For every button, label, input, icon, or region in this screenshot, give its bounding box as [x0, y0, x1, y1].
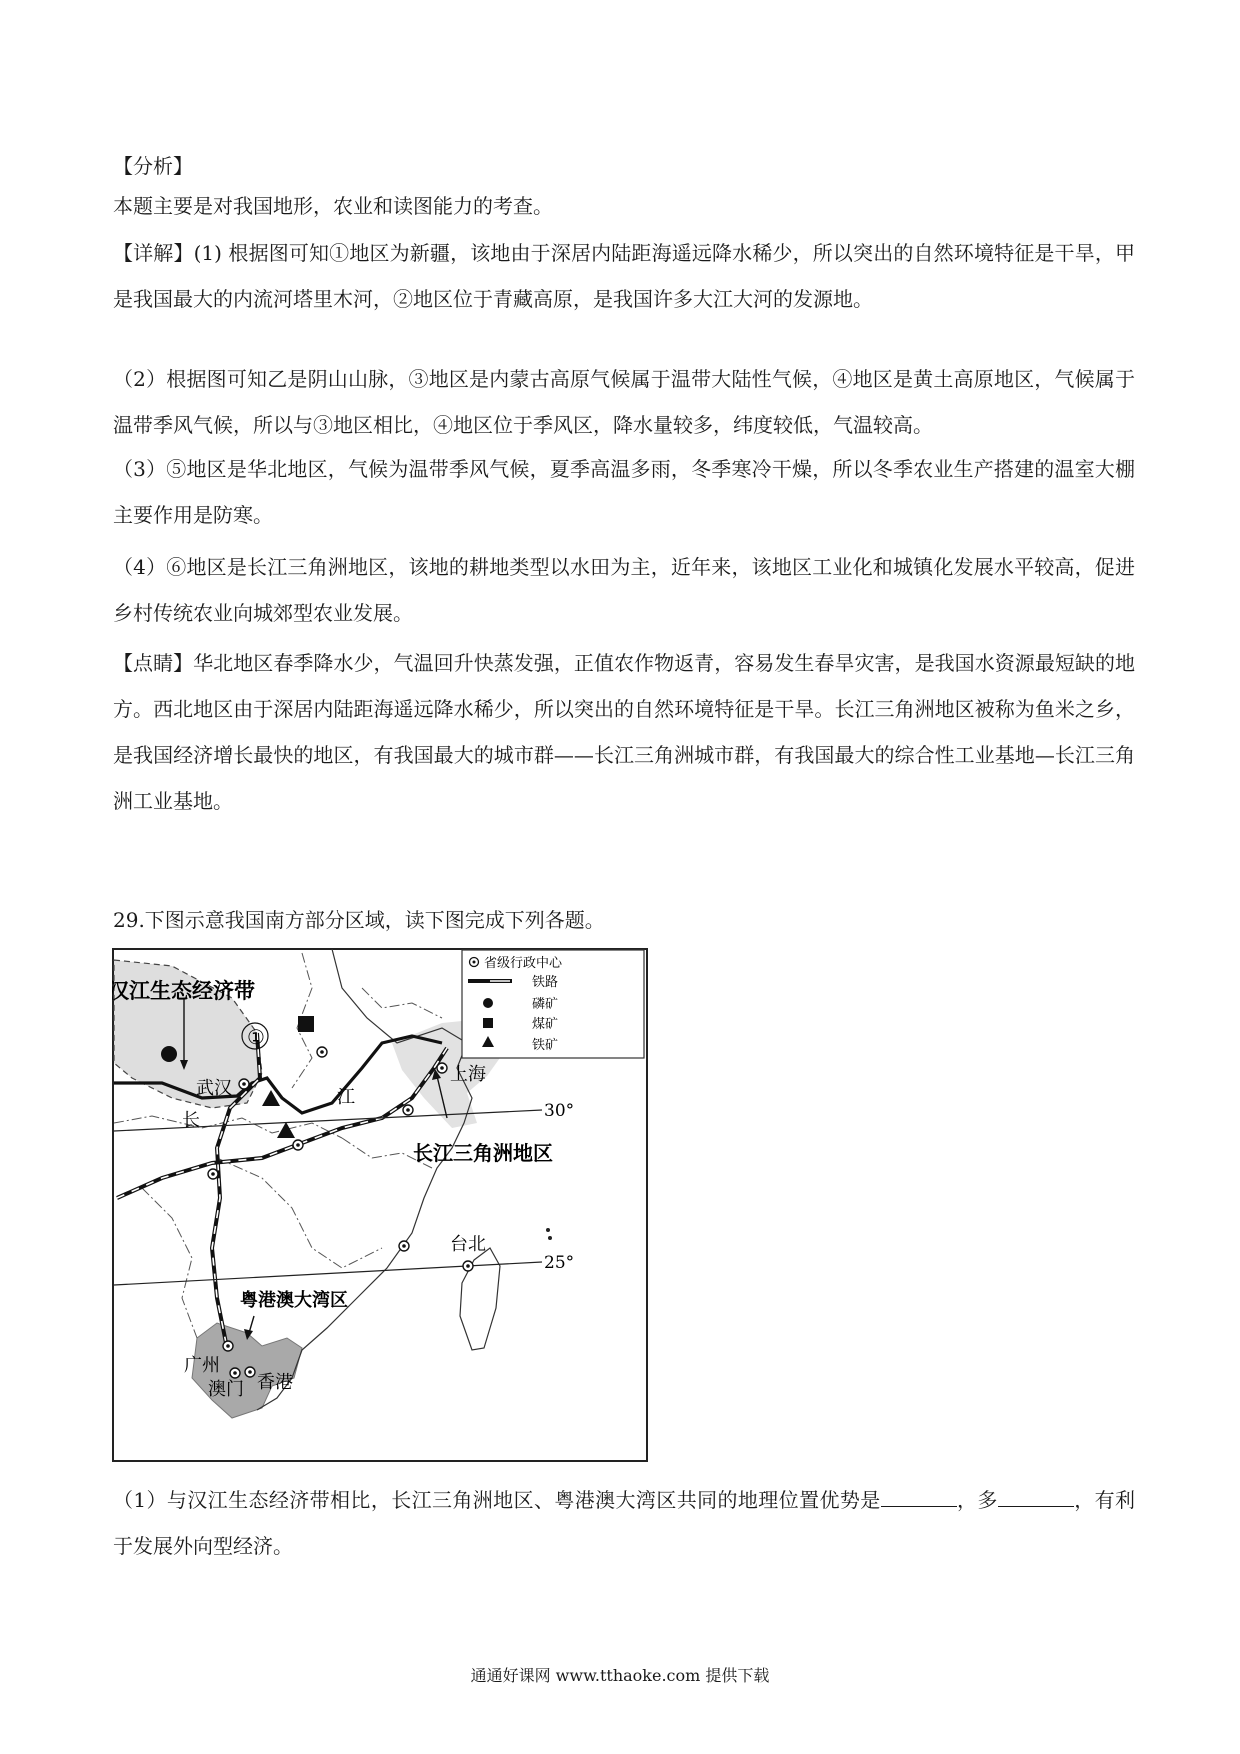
latitude-30-label: 30° [544, 1101, 575, 1121]
shanghai-label: 上海 [450, 1064, 486, 1085]
city-marker-wuhan [239, 1079, 249, 1089]
city-marker-fuzhou [399, 1241, 409, 1251]
question-stem: 29.下图示意我国南方部分区域，读下图完成下列各题。 [113, 908, 605, 932]
question-1-part3: ，有利于发展外向型经济。 [113, 1488, 1136, 1558]
legend-phosphate-label: 磷矿 [532, 997, 559, 1012]
detail-paragraph-1: 【详解】(1) 根据图可知①地区为新疆，该地由于深居内陆距海遥远降水稀少，所以突出的自然环境特征是干旱，甲是我国最大的内流河塔里木河，②地区位于青藏高原，是我国许多大江大河的发源地。 [113, 241, 1135, 311]
guangzhou-label: 广州 [184, 1355, 220, 1376]
comment-paragraph: 【点睛】华北地区春季降水少，气温回升快蒸发强，正值农作物返青，容易发生春旱灾害，是我国水资源最短缺的地方。西北地区由于深居内陆距海遥远降水稀少，所以突出的自然环境特征是干旱。长江三角洲地区被称为鱼米之乡，是我国经济增长最快的地区，有我国最大的城市群——长江三角洲城市群，有我国最大的综合性工业基地—长江三角洲工业基地。 [113, 651, 1135, 813]
page-footer: 通通好课网 www.tthaoke.com 提供下载 [470, 1666, 770, 1685]
analysis-text: 本题主要是对我国地形，农业和读图能力的考查。 [113, 194, 553, 218]
answer-blank-1[interactable] [881, 1488, 957, 1507]
macau-label: 澳门 [208, 1379, 244, 1400]
phosphate-symbol [161, 1046, 177, 1062]
city-marker-shanghai [437, 1063, 447, 1073]
region-1-label: ① [247, 1025, 265, 1049]
legend-iron-label: 铁矿 [532, 1038, 559, 1053]
city-marker-hefei [317, 1047, 327, 1057]
legend-coal-label: 煤矿 [532, 1017, 559, 1032]
latitude-25-label: 25° [544, 1253, 575, 1273]
hongkong-label: 香港 [257, 1372, 293, 1393]
question-1-part1: （1）与汉江生态经济带相比，长江三角洲地区、粤港澳大湾区共同的地理位置优势是 [113, 1488, 881, 1512]
wuhan-label: 武汉 [196, 1078, 232, 1099]
question-1-part2: ，多 [956, 1488, 998, 1512]
taibei-label: 台北 [450, 1234, 486, 1255]
yangtze-char-chang: 长 [182, 1110, 200, 1131]
city-marker-macau [230, 1368, 240, 1378]
city-marker-taibei [463, 1261, 473, 1271]
legend-capital-label: 省级行政中心 [484, 956, 563, 971]
yrd-label: 长江三角洲地区 [413, 1141, 553, 1165]
city-marker-hangzhou [403, 1105, 413, 1115]
city-marker-hongkong [245, 1367, 255, 1377]
city-marker-changsha [208, 1169, 218, 1179]
detail-paragraph-3: （3）⑤地区是华北地区，气候为温带季风气候，夏季高温多雨，冬季寒冷干燥，所以冬季农业生产搭建的温室大棚主要作用是防寒。 [113, 457, 1135, 527]
yangtze-char-jiang: 江 [337, 1087, 355, 1108]
city-marker-nanchang [293, 1140, 303, 1150]
detail-paragraph-4: （4）⑥地区是长江三角洲地区，该地的耕地类型以水田为主，近年来，该地区工业化和城镇化发展水平较高，促进乡村传统农业向城郊型农业发展。 [113, 555, 1135, 625]
hanjiang-belt-label: 汉江生态经济带 [112, 978, 255, 1003]
city-marker-guangzhou [223, 1341, 233, 1351]
gba-label: 粤港澳大湾区 [240, 1290, 348, 1311]
detail-paragraph-2: （2）根据图可知乙是阴山山脉，③地区是内蒙古高原气候属于温带大陆性气候，④地区是黄土高原地区，气候属于温带季风气候，所以与③地区相比，④地区位于季风区，降水量较多，纬度较低，气温较高。 [113, 367, 1135, 437]
analysis-heading: 【分析】 [113, 154, 193, 178]
answer-blank-2[interactable] [998, 1488, 1074, 1507]
coal-symbol [298, 1016, 314, 1032]
south-china-map [112, 948, 648, 1462]
legend-railway-label: 铁路 [532, 975, 559, 990]
question-1 [113, 1477, 1135, 1569]
